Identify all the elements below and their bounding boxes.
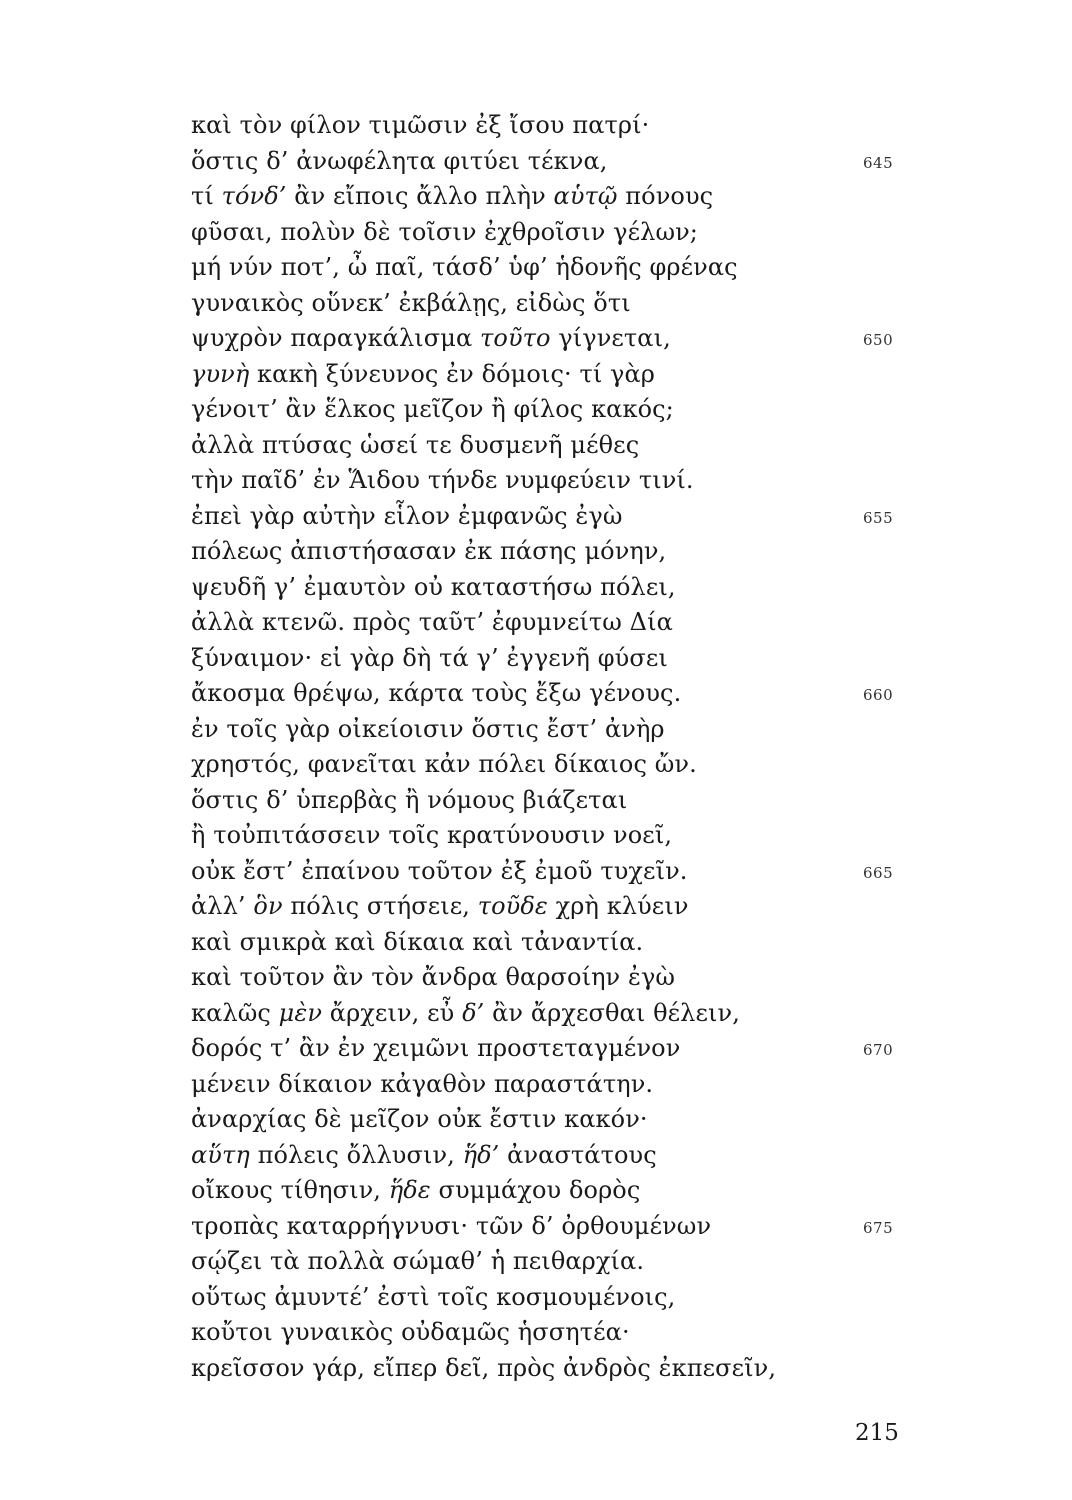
text-segment: ἄκοσμα θρέψω, κάρτα τοὺς ἔξω γένους. <box>191 679 682 707</box>
text-segment: οὐκ ἔστ’ ἐπαίνου τοῦτον ἐξ ἐμοῦ τυχεῖν. <box>191 856 688 885</box>
verse-text <box>191 253 738 281</box>
italic-segment: γυνὴ <box>191 359 250 388</box>
verse-line <box>191 250 911 286</box>
verse-line <box>191 321 911 357</box>
italic-segment: τοῦδε <box>477 892 548 920</box>
verse-line <box>191 712 911 748</box>
text-segment: ξύναιμον· εἰ γὰρ δὴ τά γ’ ἐγγενῆ φύσει <box>191 643 668 672</box>
italic-segment: τοῦτο <box>480 324 551 352</box>
text-segment: τὴν παῖδ’ ἐν Ἅιδου τήνδε νυμφεύειν τινί. <box>191 466 694 494</box>
verse-line <box>191 1244 911 1280</box>
italic-segment: ὃν <box>253 892 283 920</box>
verse-text <box>191 608 673 636</box>
italic-segment: δ’ <box>462 998 485 1027</box>
verse-text <box>191 679 681 707</box>
text-segment: κοὔτοι γυναικὸς οὐδαμῶς ἡσσητέα· <box>191 1318 630 1346</box>
line-number: 665 <box>863 863 894 882</box>
verse-text <box>191 1354 776 1382</box>
verse-line <box>191 534 911 570</box>
italic-segment: ἥδε <box>388 1176 431 1204</box>
verse-line <box>191 1102 911 1138</box>
verse-text <box>191 502 623 530</box>
verse-text <box>191 466 694 494</box>
verse-text <box>191 431 639 459</box>
verse-line <box>191 499 911 535</box>
text-segment: γένοιτ’ ἂν ἕλκος μεῖζον ἢ φίλος κακός; <box>191 395 674 423</box>
verse-text <box>191 360 655 388</box>
verse-text <box>191 111 649 139</box>
italic-segment: τόνδ’ <box>221 182 287 210</box>
verse-line <box>191 357 911 393</box>
verse-line <box>191 1173 911 1209</box>
text-segment: ἀλλ’ <box>191 892 254 920</box>
text-segment: ψευδῆ γ’ ἐμαυτὸν οὐ καταστήσω πόλει, <box>191 572 676 601</box>
text-segment: ἀναρχίας δὲ μεῖζον οὐκ ἔστιν κακόν· <box>191 1105 648 1133</box>
text-segment: ἂν ἄρχεσθαι θέλειν, <box>484 998 740 1027</box>
text-segment: γυναικὸς οὕνεκ’ ἐκβάλῃς, εἰδὼς ὅτι <box>191 288 631 317</box>
text-segment: πόλις στήσειε, <box>282 892 478 920</box>
verse-line <box>191 1315 911 1351</box>
text-segment: τροπὰς καταρρήγνυσι· τῶν δ’ ὀρθουμένων <box>191 1211 712 1240</box>
text-segment: ἢ τοὐπιτάσσειν τοῖς κρατύνουσιν νοεῖ, <box>191 821 673 849</box>
verse-text <box>191 1212 711 1240</box>
text-segment: τί <box>191 182 222 210</box>
verse-text <box>191 1283 675 1311</box>
text-segment: καλῶς <box>191 998 279 1027</box>
verse-line <box>191 960 911 996</box>
text-segment: δορός τ’ ἂν ἐν χειμῶνι προστεταγμένον <box>191 1034 681 1062</box>
verse-text <box>191 537 666 565</box>
line-number: 675 <box>863 1218 894 1237</box>
text-segment: πόλεως ἀπιστήσασαν ἐκ πάσης μόνην, <box>191 537 667 565</box>
text-segment: ἀλλὰ πτύσας ὡσεί τε δυσμενῆ μέθες <box>191 430 640 459</box>
text-segment: ὅστις δ’ ὑπερβὰς ἢ νόμους βιάζεται <box>191 785 628 814</box>
verse-text <box>191 1176 640 1204</box>
verse-text <box>191 1105 648 1133</box>
text-segment: οἴκους τίθησιν, <box>191 1176 389 1204</box>
verse-text <box>191 1070 653 1098</box>
text-segment: καὶ τὸν φίλον τιμῶσιν ἐξ ἴσου πατρί· <box>191 111 650 139</box>
verse-line <box>191 641 911 677</box>
verse-text <box>191 147 608 175</box>
verse-line <box>191 1138 911 1174</box>
verse-line <box>191 463 911 499</box>
verse-line <box>191 1280 911 1316</box>
verse-line <box>191 854 911 890</box>
text-segment: καὶ σμικρὰ καὶ δίκαια καὶ τἀναντία. <box>191 927 644 956</box>
verse-line <box>191 286 911 322</box>
verse-line <box>191 605 911 641</box>
verse-line <box>191 179 911 215</box>
text-segment: ἀναστάτους <box>499 1140 657 1169</box>
text-segment: μή νύν ποτ’, ὦ παῖ, τάσδ’ ὑφ’ ἡδονῆς φρένας <box>191 253 738 281</box>
verse-line <box>191 1209 911 1245</box>
verse-line <box>191 925 911 961</box>
verse-text <box>191 1247 644 1275</box>
verse-line <box>191 676 911 712</box>
verse-line <box>191 1351 911 1387</box>
text-segment: ἀλλὰ κτενῶ. πρὸς ταῦτ’ ἐφυμνείτω Δία <box>191 608 673 636</box>
verse-line <box>191 747 911 783</box>
verse-line <box>191 889 911 925</box>
page-number: 215 <box>855 1420 899 1446</box>
text-segment: χρηστός, φανεῖται κἀν πόλει δίκαιος ὤν. <box>191 750 697 778</box>
verse-line <box>191 570 911 606</box>
verse-text <box>191 1034 680 1062</box>
text-segment: σῴζει τὰ πολλὰ σώμαθ’ ἡ πειθαρχία. <box>191 1247 645 1275</box>
verse-text <box>191 715 665 743</box>
line-number: 660 <box>863 686 894 704</box>
verse-block <box>191 108 911 1386</box>
text-segment: ἐν τοῖς γὰρ οἰκείοισιν ὅστις ἔστ’ ἀνὴρ <box>191 714 665 743</box>
text-segment: χρὴ κλύειν <box>547 892 689 920</box>
verse-text <box>191 963 675 991</box>
verse-text <box>191 289 631 317</box>
italic-segment: μὲν <box>278 998 323 1027</box>
verse-line <box>191 996 911 1032</box>
text-segment: μένειν δίκαιον κἀγαθὸν παραστάτην. <box>191 1069 654 1098</box>
text-segment: κρεῖσσον γάρ, εἴπερ δεῖ, πρὸς ἀνδρὸς ἐκπεσεῖν, <box>191 1353 777 1382</box>
verse-line <box>191 1067 911 1103</box>
text-segment: πόνους <box>617 182 714 210</box>
text-segment: οὕτως ἀμυντέ’ ἐστὶ τοῖς κοσμουμένοις, <box>191 1282 676 1311</box>
verse-line <box>191 428 911 464</box>
text-segment: ἄρχειν, εὖ <box>322 998 463 1027</box>
verse-line <box>191 1031 911 1067</box>
verse-text <box>191 892 689 920</box>
line-number: 650 <box>863 331 894 349</box>
verse-text <box>191 324 671 352</box>
line-number: 670 <box>863 1041 894 1059</box>
text-segment: ὅστις δ’ ἀνωφέλητα φιτύει τέκνα, <box>191 146 608 175</box>
verse-text <box>191 821 672 849</box>
verse-text <box>191 928 643 956</box>
verse-text <box>191 786 627 814</box>
text-segment: συμμάχου δορὸς <box>430 1176 641 1204</box>
verse-line <box>191 392 911 428</box>
verse-line <box>191 108 911 144</box>
verse-line <box>191 144 911 180</box>
verse-line <box>191 215 911 251</box>
verse-text <box>191 573 676 601</box>
italic-segment: ἥδ’ <box>462 1140 500 1169</box>
line-number: 645 <box>863 153 894 172</box>
verse-text <box>191 1141 657 1169</box>
line-number: 655 <box>863 508 894 527</box>
verse-text <box>191 750 697 778</box>
text-segment: κακὴ ξύνευνος ἐν δόμοις· τί γὰρ <box>249 359 656 388</box>
verse-line <box>191 818 911 854</box>
text-segment: γίγνεται, <box>550 324 671 352</box>
verse-text <box>191 857 688 885</box>
text-segment: ἂν εἴποις ἄλλο πλὴν <box>286 182 554 210</box>
verse-text <box>191 218 698 246</box>
verse-line <box>191 783 911 819</box>
verse-text <box>191 1318 630 1346</box>
italic-segment: αὑτῷ <box>553 182 618 210</box>
text-segment: πόλεις ὄλλυσιν, <box>249 1140 463 1169</box>
verse-text <box>191 644 668 672</box>
text-segment: φῦσαι, πολὺν δὲ τοῖσιν ἐχθροῖσιν γέλων; <box>191 217 698 246</box>
italic-segment: αὕτη <box>191 1140 250 1169</box>
verse-text <box>191 999 740 1027</box>
text-segment: ψυχρὸν παραγκάλισμα <box>191 324 481 352</box>
text-segment: ἐπεὶ γὰρ αὐτὴν εἷλον ἐμφανῶς ἐγὼ <box>191 501 623 530</box>
verse-text <box>191 395 674 423</box>
verse-text <box>191 182 713 210</box>
text-segment: καὶ τοῦτον ἂν τὸν ἄνδρα θαρσοίην ἐγὼ <box>191 963 676 991</box>
